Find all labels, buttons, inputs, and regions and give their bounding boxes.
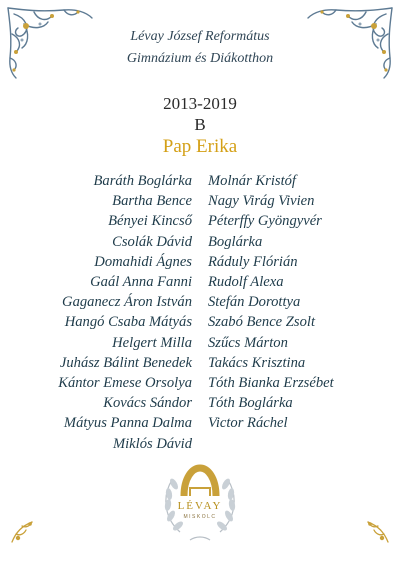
student-name: Tóth Boglárka	[208, 395, 293, 412]
student-name: Molnár Kristóf	[208, 173, 296, 189]
student-name: Helgert Milla	[112, 334, 192, 351]
student-list-left	[58, 171, 192, 454]
student-name: Takács Krisztina	[208, 354, 306, 371]
student-list-right	[208, 171, 334, 434]
school-name-line-2: Gimnázium és Diákotthon	[126, 51, 274, 66]
school-name	[0, 26, 400, 70]
student-name: Victor Ráchel	[208, 415, 288, 432]
student-name: Bényei Kincső	[108, 213, 192, 230]
student-name: Ráduly Flórián	[208, 253, 298, 270]
student-name: Kántor Emese Orsolya	[58, 375, 192, 392]
student-name: Tóth Bianka Erzsébet	[208, 375, 334, 392]
student-name: Miklós Dávid	[112, 435, 192, 452]
student-name: Szűcs Márton	[208, 334, 288, 351]
student-name: Juhász Bálint Benedek	[59, 354, 192, 371]
floral-corner-ornament-icon	[358, 512, 394, 548]
logo-city-text: MISKOLC	[183, 514, 217, 520]
class-years: 2013-2019	[163, 94, 237, 113]
student-name: Péterffy Gyöngyvér	[208, 213, 322, 230]
student-name: Kovács Sándor	[103, 395, 192, 412]
student-name: Stefán Dorottya	[208, 294, 301, 311]
student-name: Mátyus Panna Dalma	[63, 415, 192, 432]
student-name: Baráth Boglárka	[93, 173, 192, 189]
student-name: Hangó Csaba Mátyás	[64, 314, 192, 331]
floral-corner-ornament-icon	[6, 512, 42, 548]
student-name: Nagy Virág Vivien	[208, 193, 315, 210]
student-name: Szabó Bence Zsolt	[208, 314, 316, 331]
student-name: Csolák Dávid	[112, 233, 192, 250]
student-name: Boglárka	[208, 233, 263, 250]
student-name: Domahidi Ágnes	[94, 253, 192, 270]
student-name: Gaganecz Áron István	[62, 294, 192, 311]
student-name: Gaál Anna Fanni	[90, 274, 192, 291]
student-name: Bartha Bence	[112, 193, 192, 210]
laurel-wreath-logo	[150, 448, 250, 548]
class-teacher: Pap Erika	[162, 136, 238, 157]
school-name-line-1: Lévay József Református	[130, 29, 270, 44]
logo-text: LÉVAY	[177, 500, 223, 512]
student-name: Rudolf Alexa	[208, 274, 284, 291]
class-letter: B	[194, 115, 206, 134]
